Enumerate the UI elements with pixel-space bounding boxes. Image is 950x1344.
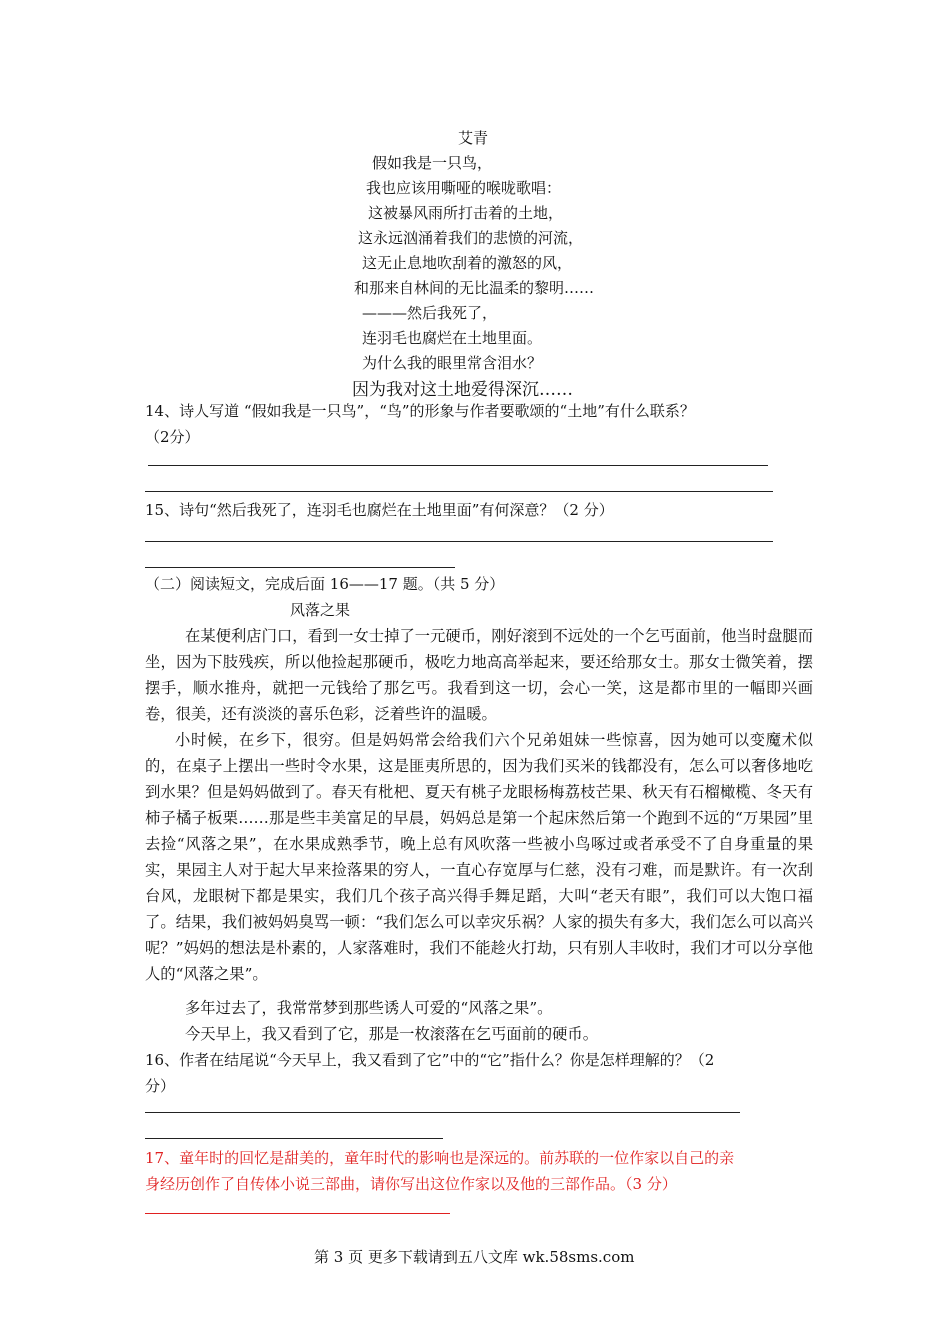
question-14-points: （2分） <box>145 428 200 446</box>
poem-line: 和那来自林间的无比温柔的黎明…… <box>354 279 595 297</box>
section-heading: （二）阅读短文，完成后面 16——17 题。（共 5 分） <box>145 575 505 593</box>
answer-line[interactable] <box>145 491 773 492</box>
poem-line: 这永远汹涌着我们的悲愤的河流， <box>358 229 584 247</box>
answer-line[interactable] <box>145 1112 740 1113</box>
poem-author: 艾青 <box>458 129 489 147</box>
article-paragraph: 多年过去了，我常常梦到那些诱人可爱的“风落之果”。 <box>185 999 553 1017</box>
poem-line: 为什么我的眼里常含泪水？ <box>362 354 543 372</box>
poem-line: 我也应该用嘶哑的喉咙歌唱： <box>366 179 562 197</box>
poem-line: 这被暴风雨所打击着的土地， <box>368 204 564 222</box>
question-17: 17、童年时的回忆是甜美的，童年时代的影响也是深远的。前苏联的一位作家以自己的亲 <box>145 1149 735 1167</box>
answer-line[interactable] <box>148 465 768 466</box>
question-17-line2: 身经历创作了自传体小说三部曲，请你写出这位作家以及他的三部作品。（3 分） <box>145 1175 677 1193</box>
poem-line: 因为我对这土地爱得深沉…… <box>352 380 573 400</box>
article-paragraph: 小时候，在乡下，很穷。但是妈妈常会给我们六个兄弟姐妹一些惊喜，因为她可以变魔术似的，在桌子上摆出一些时令水果，这是匪夷所思的，因为我们买米的钱都没有，怎么可以奢侈地吃到水果？但是妈妈做到了。春天有枇杷、夏天有桃子龙眼杨梅荔枝芒果、秋天有石榴橄榄、冬天有柿子橘子板栗……那是些丰美富足的早晨，妈妈总是第一个起床然后第一个跑到不远的“万果园”里去捡“风落之果”，在水果成熟季节，晚上总有风吹落一些被小鸟啄过或者承受不了自身重量的果实，果园主人对于起大早来捡落果的穷人，一直心存宽厚与仁慈，没有刁难，而是默许。有一次刮台风，龙眼树下都是果实，我们几个孩子高兴得手舞足蹈，大叫“老天有眼”，我们可以大饱口福了。结果，我们被妈妈臭骂一顿：“我们怎么可以幸灾乐祸？人家的损失有多大，我们怎么可以高兴呢？”妈妈的想法是朴素的，人家落难时，我们不能趁火打劫，只有别人丰收时，我们才可以分享他人的“风落之果”。 <box>145 731 813 983</box>
answer-line[interactable] <box>145 541 773 542</box>
question-14: 14、诗人写道 “假如我是一只鸟”，“鸟”的形象与作者要歌颂的“土地”有什么联系？ <box>145 402 695 420</box>
answer-line[interactable] <box>145 1213 450 1214</box>
answer-line[interactable] <box>145 567 455 568</box>
answer-line[interactable] <box>145 1138 443 1139</box>
poem-line: ———然后我死了， <box>362 304 498 322</box>
question-16: 16、作者在结尾说“今天早上，我又看到了它”中的“它”指什么？你是怎样理解的？（2 <box>145 1051 715 1069</box>
article-title: 风落之果 <box>290 601 351 619</box>
poem-line: 假如我是一只鸟， <box>372 154 493 172</box>
question-15: 15、诗句“然后我死了，连羽毛也腐烂在土地里面”有何深意？（2 分） <box>145 501 614 519</box>
article-paragraph: 今天早上，我又看到了它，那是一枚滚落在乞丐面前的硬币。 <box>185 1025 599 1043</box>
article-paragraph: 在某便利店门口，看到一女士掉了一元硬币，刚好滚到不远处的一个乞丐面前，他当时盘腿而坐，因为下肢残疾，所以他捡起那硬币，极吃力地高高举起来，要还给那女士。那女士微笑着，摆摆手，顺水推舟，就把一元钱给了那乞丐。我看到这一切，会心一笑，这是都市里的一幅即兴画卷，很美，还有淡淡的喜乐色彩，泛着些许的温暖。 <box>145 627 813 723</box>
poem-line: 连羽毛也腐烂在土地里面。 <box>362 329 543 347</box>
question-16-points: 分） <box>145 1077 176 1095</box>
poem-line: 这无止息地吹刮着的激怒的风， <box>362 254 573 272</box>
page-footer: 第 3 页 更多下载请到五八文库 wk.58sms.com <box>314 1248 635 1266</box>
